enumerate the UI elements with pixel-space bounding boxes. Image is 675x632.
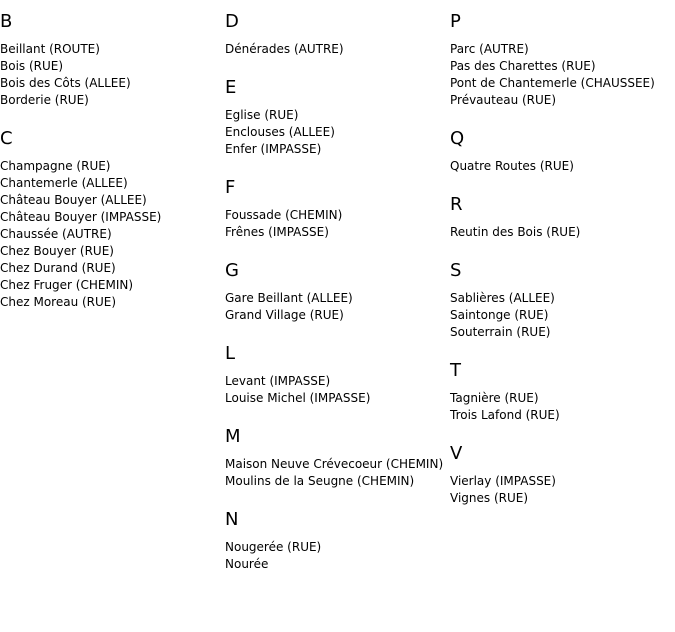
street-index-column-2 [225, 0, 450, 573]
street-link[interactable]: Bois des Côts (ALLEE) [0, 76, 131, 90]
letter-section [0, 11, 225, 109]
section-letter-heading: L [225, 343, 236, 364]
street-link[interactable]: Chez Fruger (CHEMIN) [0, 278, 134, 292]
street-link[interactable]: Bois (RUE) [0, 59, 64, 73]
section-letter-heading: F [225, 177, 236, 198]
section-letter-heading: S [450, 260, 462, 281]
section-letter-heading: D [225, 11, 239, 32]
street-index-column-3 [450, 0, 675, 507]
letter-section [450, 11, 675, 109]
section-letter-heading: T [450, 360, 461, 381]
street-link[interactable]: Souterrain (RUE) [450, 325, 551, 339]
street-link[interactable]: Enfer (IMPASSE) [225, 142, 322, 156]
street-link[interactable]: Grand Village (RUE) [225, 308, 344, 322]
letter-section [225, 11, 450, 58]
street-link[interactable]: Chez Bouyer (RUE) [0, 244, 114, 258]
section-letter-heading: E [225, 77, 237, 98]
street-link[interactable]: Saintonge (RUE) [450, 308, 549, 322]
street-link[interactable]: Parc (AUTRE) [450, 42, 529, 56]
street-link[interactable]: Nourée [225, 557, 269, 571]
street-link[interactable]: Château Bouyer (ALLEE) [0, 193, 147, 207]
street-link[interactable]: Pas des Charettes (RUE) [450, 59, 596, 73]
street-link[interactable]: Sablières (ALLEE) [450, 291, 555, 305]
letter-section [0, 128, 225, 311]
street-link[interactable]: Frênes (IMPASSE) [225, 225, 329, 239]
street-link[interactable]: Prévauteau (RUE) [450, 93, 557, 107]
street-link[interactable]: Reutin des Bois (RUE) [450, 225, 581, 239]
letter-section [225, 343, 450, 407]
letter-section [225, 426, 450, 490]
street-link[interactable]: Eglise (RUE) [225, 108, 299, 122]
section-letter-heading: Q [450, 128, 465, 149]
street-link[interactable]: Dénérades (AUTRE) [225, 42, 344, 56]
section-letter-heading: C [0, 128, 13, 149]
street-link[interactable]: Chez Durand (RUE) [0, 261, 116, 275]
letter-section [450, 260, 675, 341]
street-link[interactable]: Quatre Routes (RUE) [450, 159, 574, 173]
section-letter-heading: M [225, 426, 241, 447]
letter-section [225, 260, 450, 324]
street-link[interactable]: Vignes (RUE) [450, 491, 529, 505]
letter-section [450, 443, 675, 507]
street-link[interactable]: Levant (IMPASSE) [225, 374, 331, 388]
letter-section [450, 194, 675, 241]
section-letter-heading: P [450, 11, 461, 32]
street-link[interactable]: Chez Moreau (RUE) [0, 295, 117, 309]
section-letter-heading: N [225, 509, 239, 530]
street-link[interactable]: Gare Beillant (ALLEE) [225, 291, 353, 305]
street-link[interactable]: Enclouses (ALLEE) [225, 125, 335, 139]
letter-section [450, 360, 675, 424]
street-link[interactable]: Beillant (ROUTE) [0, 42, 100, 56]
street-index-column-1 [0, 0, 225, 311]
street-link[interactable]: Moulins de la Seugne (CHEMIN) [225, 474, 415, 488]
street-link[interactable]: Borderie (RUE) [0, 93, 89, 107]
street-link[interactable]: Chantemerle (ALLEE) [0, 176, 128, 190]
section-letter-heading: R [450, 194, 463, 215]
street-link[interactable]: Louise Michel (IMPASSE) [225, 391, 371, 405]
section-letter-heading: G [225, 260, 239, 281]
street-link[interactable]: Tagnière (RUE) [450, 391, 539, 405]
street-link[interactable]: Vierlay (IMPASSE) [450, 474, 556, 488]
street-link[interactable]: Foussade (CHEMIN) [225, 208, 343, 222]
street-link[interactable]: Nougerée (RUE) [225, 540, 322, 554]
street-link[interactable]: Maison Neuve Crévecoeur (CHEMIN) [225, 457, 444, 471]
letter-section [225, 177, 450, 241]
street-link[interactable]: Pont de Chantemerle (CHAUSSEE) [450, 76, 655, 90]
letter-section [450, 128, 675, 175]
letter-section [225, 509, 450, 573]
letter-section [225, 77, 450, 158]
street-link[interactable]: Champagne (RUE) [0, 159, 111, 173]
street-link[interactable]: Trois Lafond (RUE) [450, 408, 560, 422]
street-link[interactable]: Chaussée (AUTRE) [0, 227, 112, 241]
street-link[interactable]: Château Bouyer (IMPASSE) [0, 210, 162, 224]
section-letter-heading: V [450, 443, 463, 464]
section-letter-heading: B [0, 11, 13, 32]
